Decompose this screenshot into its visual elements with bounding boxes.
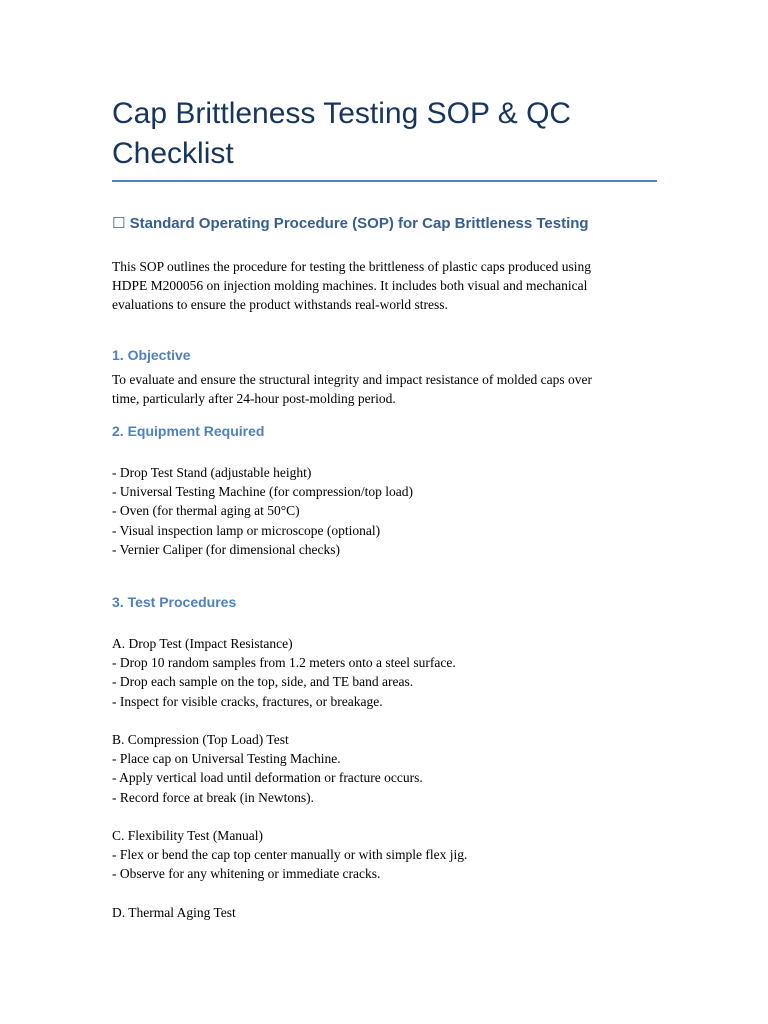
checkbox-icon: ☐ <box>112 215 126 232</box>
procedures-heading: 3. Test Procedures <box>112 594 237 610</box>
objective-line: To evaluate and ensure the structural integrity and impact resistance of molded caps over <box>112 372 593 387</box>
list-item: - Oven (for thermal aging at 50°C) <box>112 503 300 519</box>
list-item: - Visual inspection lamp or microscope (optional) <box>112 522 381 538</box>
equipment-list <box>112 463 652 559</box>
list-item: - Drop Test Stand (adjustable height) <box>112 465 312 480</box>
list-item: - Place cap on Universal Testing Machine. <box>112 751 341 767</box>
intro-paragraph <box>112 257 652 315</box>
intro-line: This SOP outlines the procedure for testing the brittleness of plastic caps produced using <box>112 259 592 274</box>
objective-heading: 1. Objective <box>112 347 191 363</box>
objective-paragraph <box>112 370 652 408</box>
title-underline <box>112 180 657 182</box>
list-item: - Inspect for visible cracks, fractures, or breakage. <box>112 693 383 709</box>
compression-test-title: B. Compression (Top Load) Test <box>112 732 289 747</box>
list-item: - Flex or bend the cap top center manually or with simple flex jig. <box>112 847 468 863</box>
thermal-test-block <box>112 903 652 922</box>
sop-heading <box>112 214 589 232</box>
compression-test-block <box>112 730 652 807</box>
equipment-heading: 2. Equipment Required <box>112 423 265 439</box>
document-title <box>112 94 672 174</box>
list-item: - Universal Testing Machine (for compression/top load) <box>112 484 413 500</box>
sop-heading-text: Standard Operating Procedure (SOP) for Cap Brittleness Testing <box>129 215 589 232</box>
title-line: Checklist <box>112 137 234 170</box>
flexibility-test-title: C. Flexibility Test (Manual) <box>112 828 264 843</box>
list-item: - Record force at break (in Newtons). <box>112 789 315 805</box>
list-item: - Drop 10 random samples from 1.2 meters onto a steel surface. <box>112 655 456 671</box>
flexibility-test-block <box>112 826 652 884</box>
list-item: - Apply vertical load until deformation or fracture occurs. <box>112 770 423 786</box>
drop-test-title: A. Drop Test (Impact Resistance) <box>112 636 293 651</box>
list-item: - Observe for any whitening or immediate cracks. <box>112 866 381 882</box>
thermal-test-title: D. Thermal Aging Test <box>112 905 236 920</box>
intro-line: HDPE M200056 on injection molding machines. It includes both visual and mechanical <box>112 278 588 294</box>
list-item: - Vernier Caliper (for dimensional checks) <box>112 541 341 557</box>
intro-line: evaluations to ensure the product withstands real-world stress. <box>112 297 448 313</box>
list-item: - Drop each sample on the top, side, and TE band areas. <box>112 674 414 690</box>
drop-test-block <box>112 634 652 711</box>
title-line: Cap Brittleness Testing SOP & QC <box>112 97 572 130</box>
objective-line: time, particularly after 24-hour post-molding period. <box>112 391 396 407</box>
